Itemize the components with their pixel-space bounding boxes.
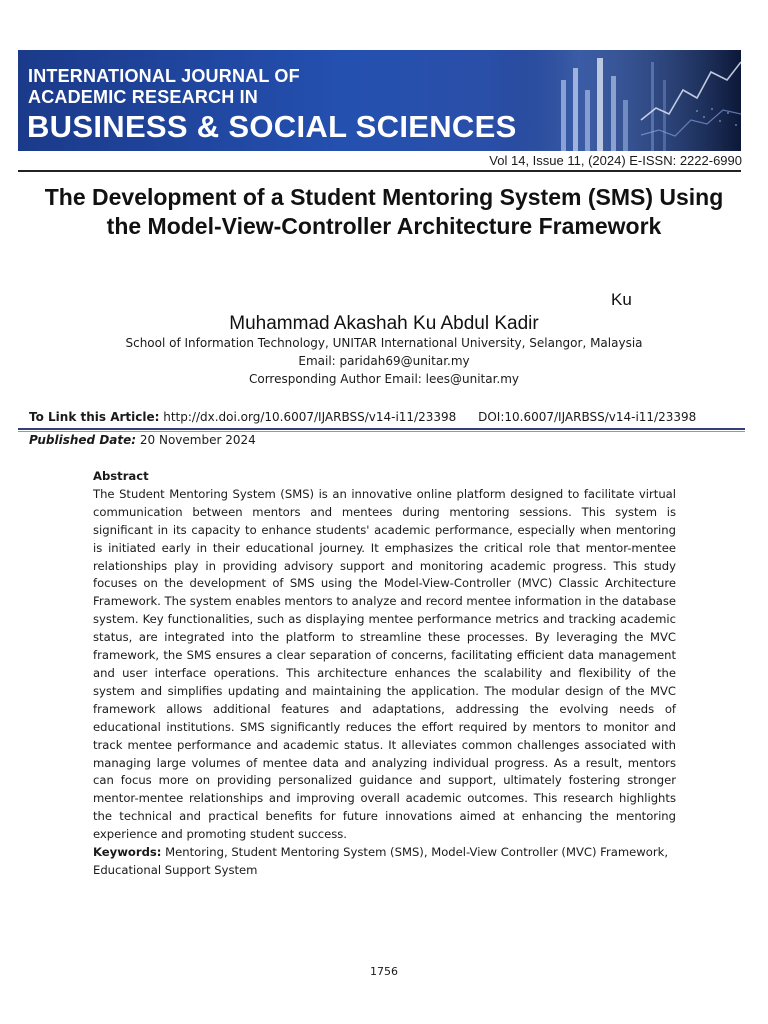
article-title: The Development of a Student Mentoring System (SMS) Using the Model-View-Controller Architecture Framework (44, 184, 724, 239)
link-label: To Link this Article: (29, 410, 160, 424)
banner-chart-graphic (491, 50, 741, 151)
doi-text: DOI:10.6007/IJARBSS/v14-i11/23398 (478, 410, 697, 424)
divider-thin (18, 431, 745, 432)
published-label: Published Date: (29, 433, 137, 447)
affiliation: School of Information Technology, UNITAR International University, Selangor, Malaysia (125, 336, 643, 350)
keywords (93, 844, 676, 880)
article-link-row (29, 410, 741, 424)
page-number: 1756 (370, 965, 398, 978)
volume-issn: Vol 14, Issue 11, (2024) E-ISSN: 2222-6990 (489, 153, 742, 168)
abstract-body: The Student Mentoring System (SMS) is an innovative online platform designed to facilitate virtual communication between mentors and mentees during mentoring sessions. This system is significant in its capacity to enhance students' academic performance, especially when mentoring is initiated early in their educational journey. It emphasizes the critical role that mentor-mentee relationships play in providing advisory support and monitoring academic progress. This study focuses on the development of SMS using the Model-View-Controller (MVC) Classic Architecture Framework. The system enables mentors to analyze and record mentee information in the database system. Key functionalities, such as displaying mentee performance metrics and tracking academic status, are integrated into the platform to streamline these processes. By leveraging the MVC framework, the SMS ensures a clear separation of concerns, facilitating efficient data management and user interface operations. This architecture enhances the scalability and flexibility of the system and simplifies updating and maintaining the application. The modular design of the MVC framework allows additional features and adaptations, addressing the evolving needs of educational institutions. SMS significantly reduces the effort required by mentors to monitor and track mentee performance and academic status. It alleviates common challenges associated with managing large volumes of mentee data and analyzing individual progress. As a result, mentors can focus more on providing personalized guidance and support, ultimately fostering stronger mentor-mentee relationships and improving overall academic outcomes. This research highlights the technical and practical benefits for future innovations aimed at enhancing the mentoring experience and promoting student success. (93, 486, 676, 842)
keywords-list: Mentoring, Student Mentoring System (SMS), Model-View Controller (MVC) Framework, Educational Support System (93, 845, 669, 877)
author-email: Email: paridah69@unitar.my (298, 354, 470, 368)
journal-name-line2: ACADEMIC RESEARCH IN (28, 87, 259, 107)
article-link[interactable]: http://dx.doi.org/10.6007/IJARBSS/v14-i11/23398 (163, 410, 457, 424)
divider-thick (18, 428, 745, 430)
published-date-row (29, 433, 256, 447)
journal-name-line1: INTERNATIONAL JOURNAL OF (28, 66, 300, 86)
abstract-heading: Abstract (93, 469, 149, 483)
author-name: Muhammad Akashah Ku Abdul Kadir (229, 313, 539, 334)
journal-name-line3: BUSINESS & SOCIAL SCIENCES (27, 109, 517, 144)
keywords-label: Keywords: (93, 845, 162, 860)
header-rule (18, 170, 741, 172)
stray-author-fragment: Ku (611, 290, 632, 309)
abstract-section (93, 468, 676, 880)
journal-banner (18, 50, 741, 151)
published-date: 20 November 2024 (139, 433, 256, 447)
corresponding-email: Corresponding Author Email: lees@unitar.my (248, 372, 520, 386)
